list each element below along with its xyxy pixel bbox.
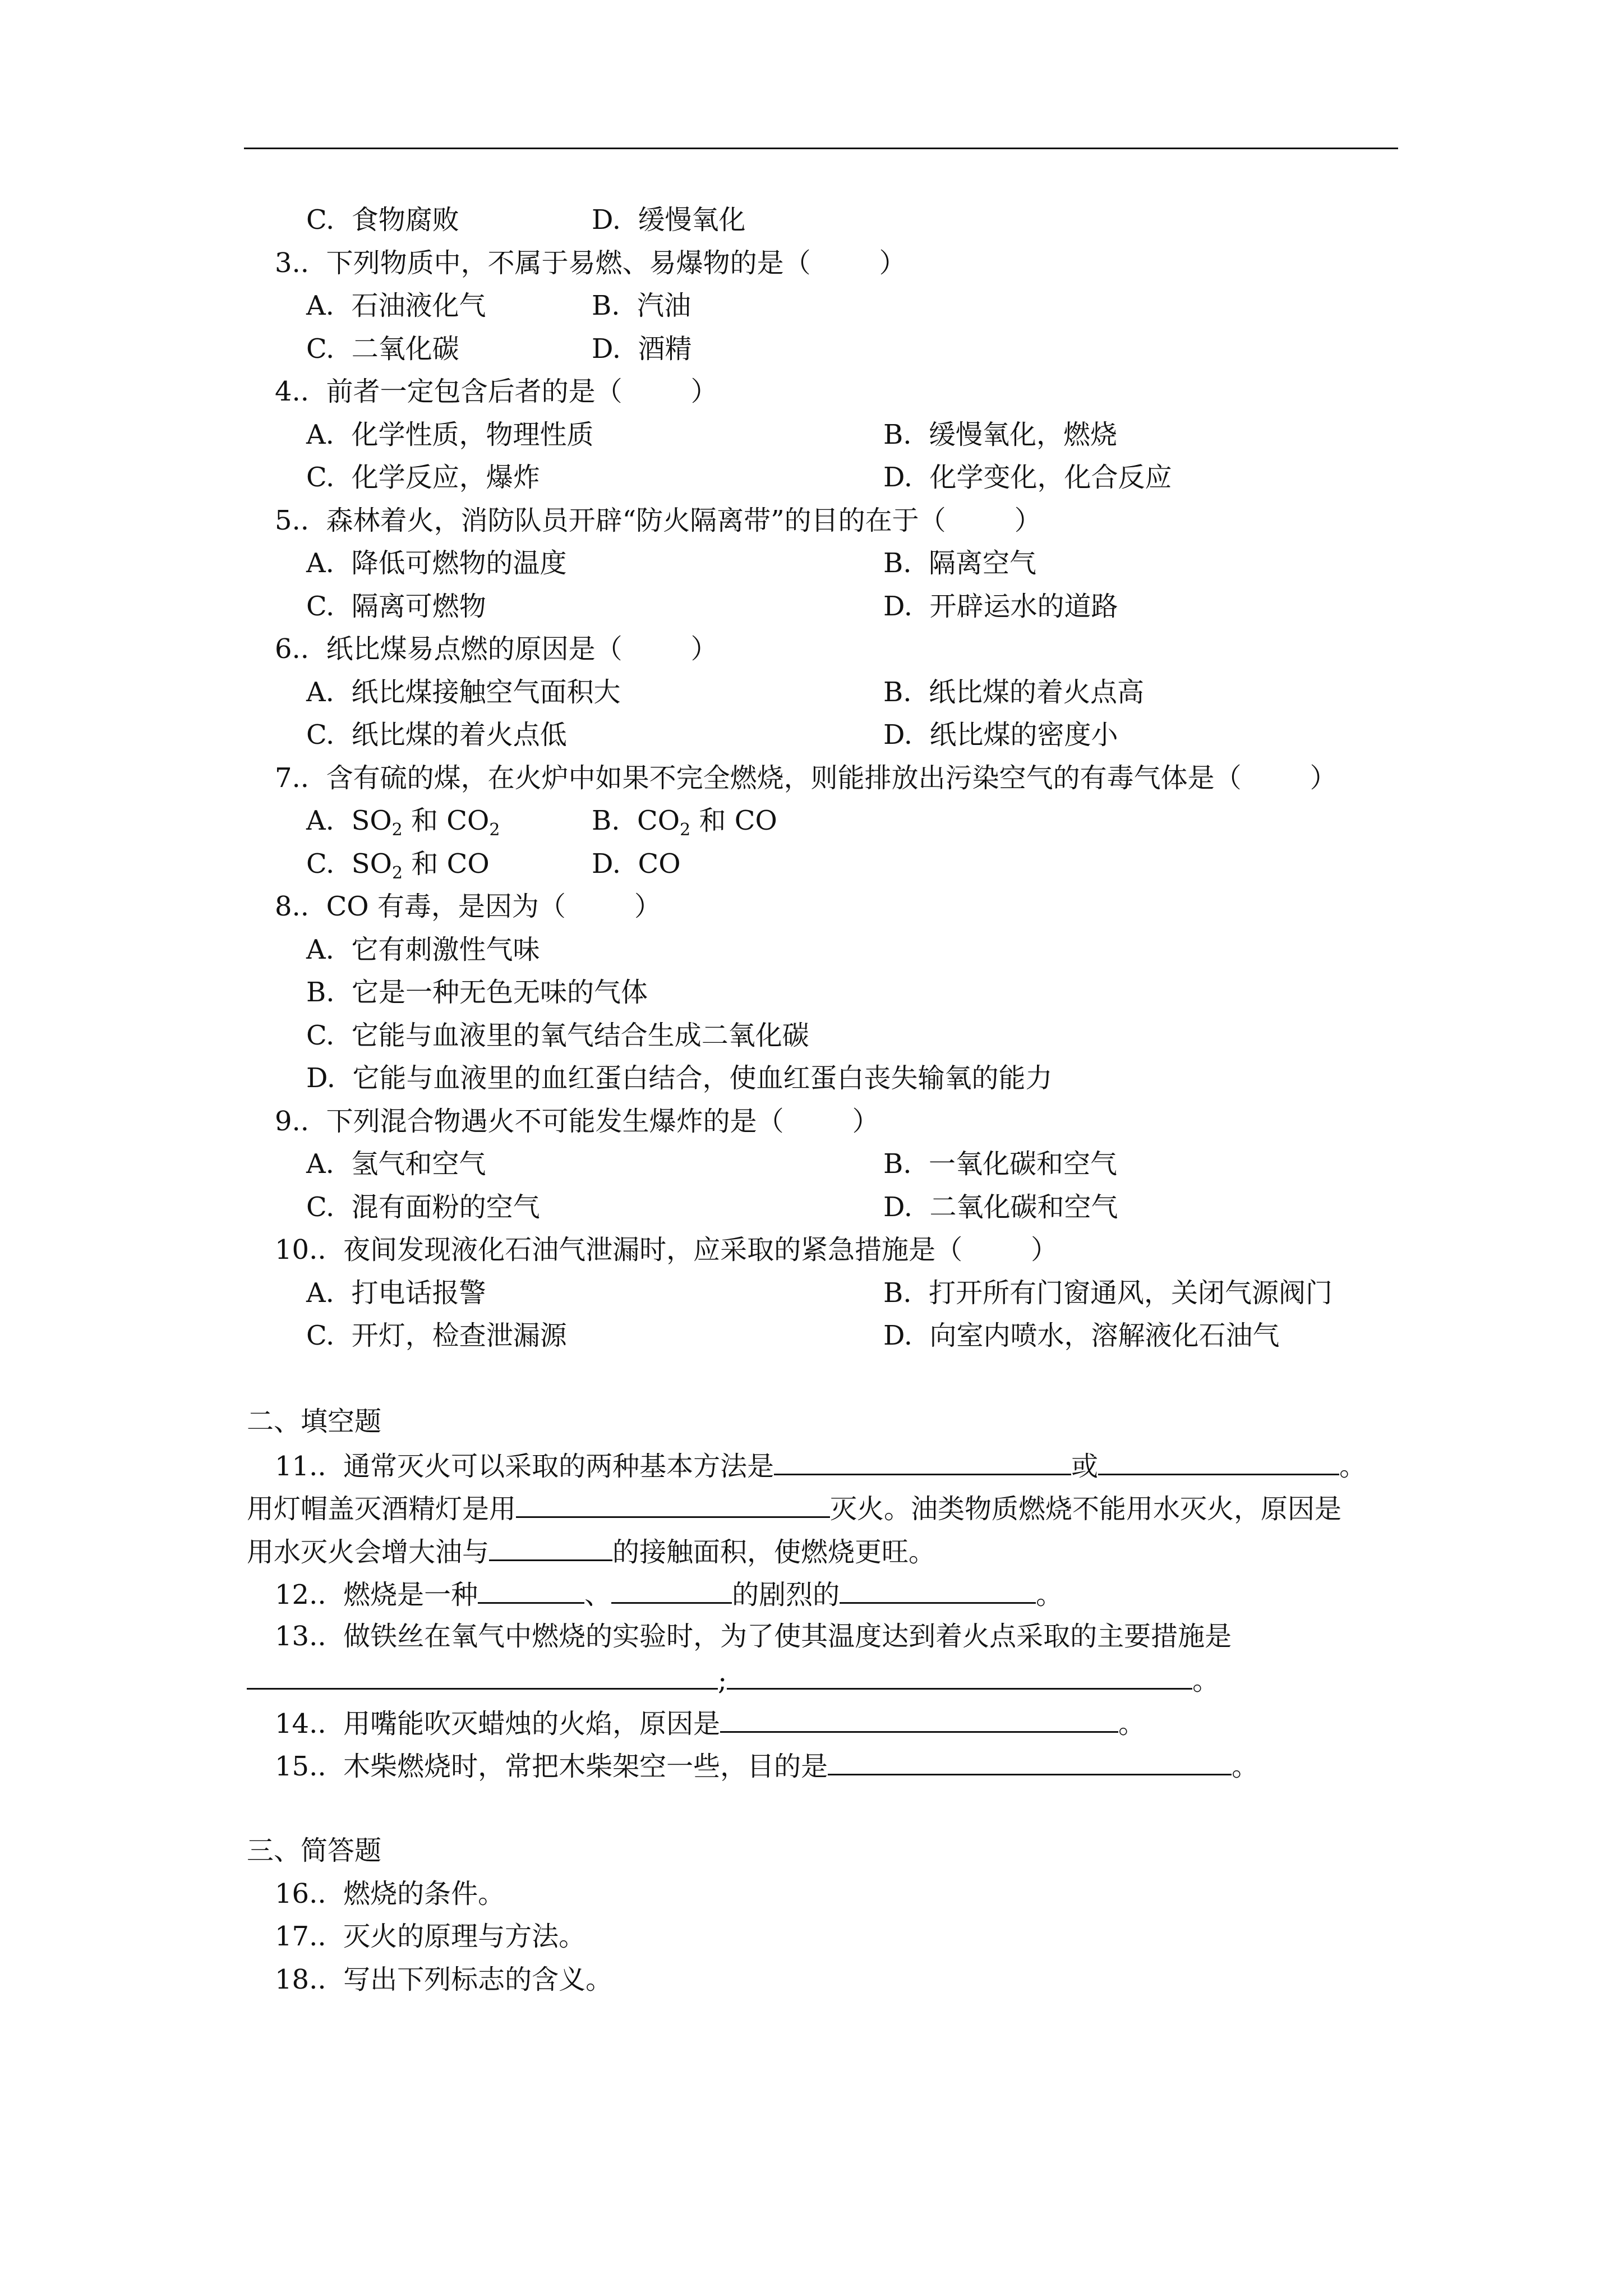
q6-option-c: C. 纸比煤的着火点低 (306, 719, 567, 751)
q11-blank-2[interactable] (1098, 1451, 1339, 1475)
q11-line3: 用水灭火会增大油与 的接触面积，使燃烧更旺。 (247, 1536, 936, 1568)
q5-option-d: D. 开辟运水的道路 (883, 591, 1118, 622)
q9-option-c: C. 混有面粉的空气 (306, 1191, 540, 1223)
q11-line1: 11.. 通常灭火可以采取的两种基本方法是 或 。 (275, 1451, 1367, 1482)
q3-option-b: B. 汽油 (592, 290, 691, 321)
q4-option-d: D. 化学变化，化合反应 (883, 462, 1172, 493)
q8-option-b: B. 它是一种无色无味的气体 (306, 977, 648, 1008)
q11-blank-3[interactable] (516, 1494, 830, 1518)
q9-option-a: A. 氢气和空气 (306, 1148, 486, 1180)
q17-stem: 17.. 灭火的原理与方法。 (275, 1921, 586, 1952)
q10-stem: 10.. 夜间发现液化石油气泄漏时，应采取的紧急措施是（ ） (275, 1234, 1058, 1266)
section-fill-in-heading: 二、填空题 (247, 1406, 382, 1437)
q13-line2: ; 。 (247, 1665, 1219, 1694)
q11-blank-1[interactable] (774, 1451, 1071, 1475)
q5-option-c: C. 隔离可燃物 (306, 591, 486, 622)
q5-option-b: B. 隔离空气 (883, 547, 1037, 579)
q8-option-c: C. 它能与血液里的氧气结合生成二氧化碳 (306, 1020, 809, 1051)
q13-blank-2[interactable] (727, 1665, 1192, 1690)
q6-option-d: D. 纸比煤的密度小 (883, 719, 1118, 751)
q10-option-d: D. 向室内喷水，溶解液化石油气 (883, 1320, 1280, 1351)
q7-stem: 7.. 含有硫的煤，在火炉中如果不完全燃烧，则能排放出污染空气的有毒气体是（ ） (275, 762, 1337, 794)
q3-stem: 3.. 下列物质中，不属于易燃、易爆物的是（ ） (275, 247, 906, 279)
q9-stem: 9.. 下列混合物遇火不可能发生爆炸的是（ ） (275, 1106, 879, 1137)
q12-blank-3[interactable] (840, 1580, 1036, 1604)
q9-option-b: B. 一氧化碳和空气 (883, 1148, 1118, 1180)
q18-stem: 18.. 写出下列标志的含义。 (275, 1964, 613, 1995)
q10-option-b: B. 打开所有门窗通风，关闭气源阀门 (883, 1277, 1333, 1309)
q6-option-a: A. 纸比煤接触空气面积大 (306, 677, 621, 708)
q7-option-a: A. $SO_2$ 和 $CO_2$ (306, 805, 500, 840)
q4-option-a: A. 化学性质，物理性质 (306, 419, 594, 450)
q8-option-d: D. 它能与血液里的血红蛋白结合，使血红蛋白丧失输氧的能力 (306, 1062, 1053, 1094)
q13-line1: 13.. 做铁丝在氧气中燃烧的实验时，为了使其温度达到着火点采取的主要措施是 (275, 1621, 1232, 1652)
q6-option-b: B. 纸比煤的着火点高 (883, 677, 1145, 708)
q15-line: 15.. 木柴燃烧时，常把木柴架空一些，目的是 。 (275, 1751, 1259, 1782)
q12-blank-2[interactable] (611, 1580, 732, 1604)
q7-option-c: C. $SO_2$ 和 CO (306, 848, 490, 883)
q2-option-d: D. 缓慢氧化 (592, 204, 746, 236)
q7-option-d: D. CO (592, 848, 681, 880)
q11-blank-4[interactable] (489, 1537, 612, 1561)
q5-stem: 5.. 森林着火，消防队员开辟“防火隔离带”的目的在于（ ） (275, 505, 1041, 536)
q8-option-a: A. 它有刺激性气味 (306, 934, 540, 965)
q7-option-b: B. $CO_2$ 和 CO (592, 805, 777, 840)
q3-option-a: A. 石油液化气 (306, 290, 486, 321)
q12-line: 12.. 燃烧是一种 、 的剧烈的 。 (275, 1579, 1063, 1611)
q15-blank[interactable] (828, 1751, 1232, 1775)
q13-blank-1[interactable] (247, 1665, 718, 1690)
q10-option-c: C. 开灯，检查泄漏源 (306, 1320, 567, 1351)
q14-line: 14.. 用嘴能吹灭蜡烛的火焰，原因是 。 (275, 1708, 1146, 1740)
q3-option-d: D. 酒精 (592, 333, 692, 365)
q9-option-d: D. 二氧化碳和空气 (883, 1191, 1118, 1223)
q8-stem: 8.. CO 有毒，是因为（ ） (275, 891, 661, 922)
q4-stem: 4.. 前者一定包含后者的是（ ） (275, 376, 718, 407)
q14-blank[interactable] (720, 1709, 1118, 1733)
q3-option-c: C. 二氧化碳 (306, 333, 459, 365)
q6-stem: 6.. 纸比煤易点燃的原因是（ ） (275, 633, 718, 665)
q11-line2: 用灯帽盖灭酒精灯是用 灭火。油类物质燃烧不能用水灭火，原因是 (247, 1493, 1342, 1525)
q4-option-c: C. 化学反应，爆炸 (306, 462, 540, 493)
q4-option-b: B. 缓慢氧化，燃烧 (883, 419, 1118, 450)
section-short-answer-heading: 三、简答题 (247, 1835, 382, 1866)
q5-option-a: A. 降低可燃物的温度 (306, 547, 567, 579)
header-rule (244, 148, 1398, 149)
q16-stem: 16.. 燃烧的条件。 (275, 1878, 505, 1910)
q12-blank-1[interactable] (478, 1580, 584, 1604)
q2-option-c: C. 食物腐败 (306, 204, 459, 236)
q10-option-a: A. 打电话报警 (306, 1277, 486, 1309)
